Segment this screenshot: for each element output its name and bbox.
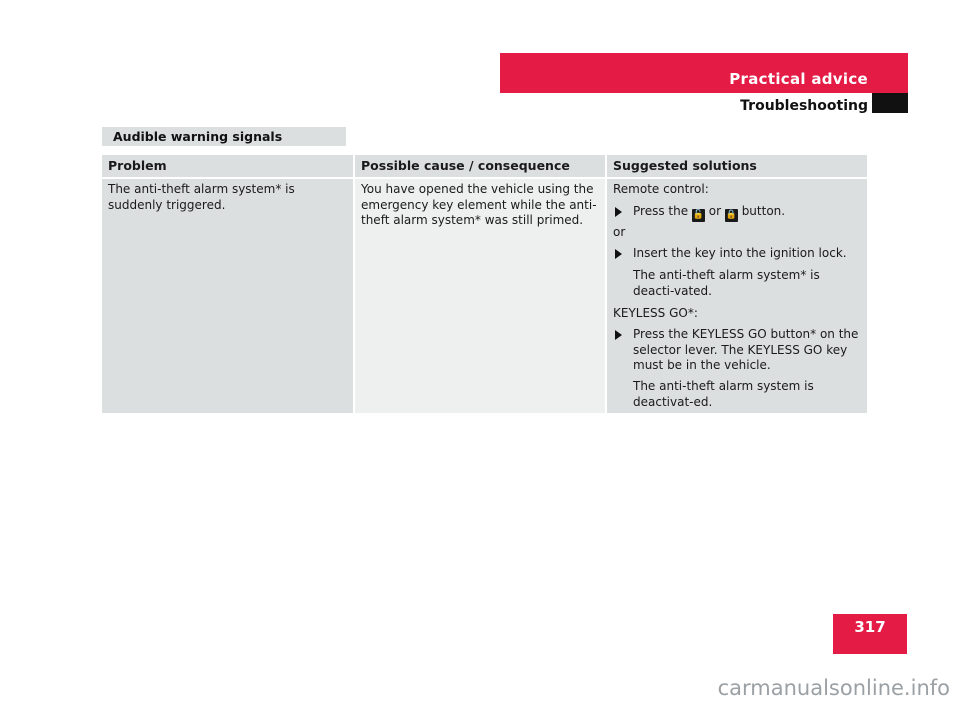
step-keyless-go: Press the KEYLESS GO button* on the selector lever. The KEYLESS GO key must be in the vehicle. — [633, 327, 859, 372]
step-press-button — [633, 204, 861, 222]
step-insert-key: Insert the key into the ignition lock. — [633, 246, 847, 260]
column-header-problem — [102, 155, 353, 177]
unlock-icon: 🔓 — [692, 210, 705, 220]
table-title-bar — [102, 127, 346, 146]
column-header-label: Possible cause / consequence — [361, 158, 570, 173]
problem-text: The anti-theft alarm system* is suddenly triggered. — [108, 182, 295, 212]
subsection-title: Troubleshooting — [740, 98, 868, 114]
bullet-arrow-icon — [615, 207, 622, 217]
section-title: Practical advice — [729, 70, 868, 88]
column-header-label: Problem — [108, 158, 167, 173]
step-result: The anti-theft alarm system is deactivat-ed. — [633, 379, 814, 409]
column-header-cause — [355, 155, 605, 177]
watermark: carmanualsonline.info — [717, 676, 950, 700]
problem-cell — [102, 179, 353, 413]
cause-text: You have opened the vehicle using the emergency key element while the anti-theft alarm system* was still primed. — [361, 182, 597, 227]
keyless-go-label: KEYLESS GO*: — [613, 306, 698, 320]
header-marker — [872, 93, 908, 113]
remote-control-label: Remote control: — [613, 182, 709, 196]
troubleshooting-table — [102, 155, 867, 413]
step-text: Press the — [633, 204, 689, 218]
cause-cell — [355, 179, 605, 413]
table-title: Audible warning signals — [113, 129, 283, 144]
column-header-solutions — [607, 155, 867, 177]
step-result: The anti-theft alarm system* is deacti-vated. — [633, 268, 820, 298]
lock-icon: 🔒 — [725, 210, 737, 220]
step-text: or — [708, 204, 722, 218]
column-header-label: Suggested solutions — [613, 158, 757, 173]
header-bar — [500, 53, 908, 93]
page-number: 317 — [854, 618, 886, 636]
step-text: button. — [741, 204, 786, 218]
solutions-cell — [607, 179, 867, 413]
page-number-badge — [833, 614, 907, 654]
or-label: or — [613, 225, 626, 239]
bullet-arrow-icon — [615, 249, 622, 259]
bullet-arrow-icon — [615, 330, 622, 340]
